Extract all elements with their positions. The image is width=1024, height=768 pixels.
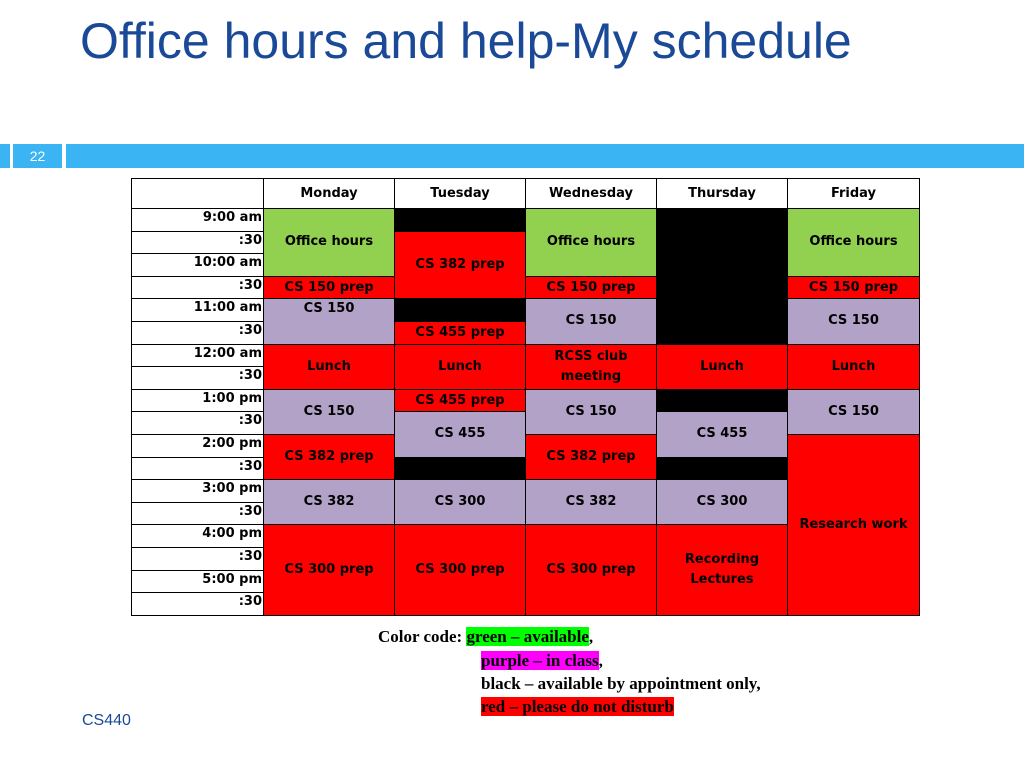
time-label: :30 bbox=[132, 502, 264, 525]
table-row bbox=[132, 389, 920, 412]
table-row bbox=[132, 344, 920, 367]
legend-red: red – please do not disturb bbox=[481, 697, 674, 716]
thursday-cs300-class: CS 300 bbox=[657, 480, 788, 525]
thursday-lunch: Lunch bbox=[657, 344, 788, 389]
legend-line-black bbox=[481, 674, 761, 694]
thursday-appointment-block bbox=[657, 457, 788, 480]
time-label: 12:00 am bbox=[132, 344, 264, 367]
time-label: :30 bbox=[132, 367, 264, 390]
day-header-tuesday: Tuesday bbox=[395, 179, 526, 209]
legend-line-green bbox=[378, 627, 593, 647]
friday-cs150-class: CS 150 bbox=[788, 389, 920, 434]
monday-cs300-prep: CS 300 prep bbox=[264, 525, 395, 615]
table-row bbox=[132, 299, 920, 322]
time-label: 2:00 pm bbox=[132, 434, 264, 457]
footer-course-label: CS440 bbox=[82, 712, 131, 729]
wednesday-office-hours: Office hours bbox=[526, 209, 657, 277]
thursday-appointment-block bbox=[657, 389, 788, 412]
monday-cs150-prep: CS 150 prep bbox=[264, 276, 395, 299]
thursday-cs455-class: CS 455 bbox=[657, 412, 788, 457]
tuesday-lunch: Lunch bbox=[395, 344, 526, 389]
time-label: 3:00 pm bbox=[132, 480, 264, 503]
time-label: 11:00 am bbox=[132, 299, 264, 322]
page-number: 22 bbox=[13, 144, 62, 168]
wednesday-cs382-class: CS 382 bbox=[526, 480, 657, 525]
day-header-monday: Monday bbox=[264, 179, 395, 209]
tuesday-cs455-class: CS 455 bbox=[395, 412, 526, 457]
time-label: :30 bbox=[132, 412, 264, 435]
table-row bbox=[132, 209, 920, 232]
corner-cell bbox=[132, 179, 264, 209]
time-label: :30 bbox=[132, 547, 264, 570]
day-header-thursday: Thursday bbox=[657, 179, 788, 209]
tuesday-appointment-block bbox=[395, 299, 526, 322]
friday-cs150-prep: CS 150 prep bbox=[788, 276, 920, 299]
tuesday-cs455-prep: CS 455 prep bbox=[395, 389, 526, 412]
header-row bbox=[132, 179, 920, 209]
tuesday-cs300-class: CS 300 bbox=[395, 480, 526, 525]
monday-cs382-class: CS 382 bbox=[264, 480, 395, 525]
day-header-wednesday: Wednesday bbox=[526, 179, 657, 209]
tuesday-cs382-prep: CS 382 prep bbox=[395, 231, 526, 299]
monday-cs150-class: CS 150 bbox=[264, 299, 395, 344]
tuesday-cs300-prep: CS 300 prep bbox=[395, 525, 526, 615]
wednesday-cs382-prep: CS 382 prep bbox=[526, 434, 657, 479]
accent-bar-right bbox=[66, 144, 1024, 168]
wednesday-cs300-prep: CS 300 prep bbox=[526, 525, 657, 615]
time-label: 10:00 am bbox=[132, 254, 264, 277]
legend-black: black – available by appointment only, bbox=[481, 674, 761, 693]
time-label: :30 bbox=[132, 321, 264, 344]
time-label: :30 bbox=[132, 231, 264, 254]
monday-office-hours: Office hours bbox=[264, 209, 395, 277]
legend-comma: , bbox=[598, 651, 603, 670]
accent-bar-left bbox=[0, 144, 10, 168]
time-label: :30 bbox=[132, 593, 264, 616]
monday-cs150-class: CS 150 bbox=[264, 389, 395, 434]
time-label: :30 bbox=[132, 457, 264, 480]
tuesday-cs455-prep: CS 455 prep bbox=[395, 321, 526, 344]
wednesday-cs150-class: CS 150 bbox=[526, 299, 657, 344]
thursday-appointment-block bbox=[657, 209, 788, 345]
time-label: 9:00 am bbox=[132, 209, 264, 232]
slide-title: Office hours and help-My schedule bbox=[80, 13, 852, 69]
table-row bbox=[132, 434, 920, 457]
monday-lunch: Lunch bbox=[264, 344, 395, 389]
table-row bbox=[132, 276, 920, 299]
thursday-recording-lectures: Recording Lectures bbox=[657, 525, 788, 615]
schedule-table bbox=[131, 178, 920, 616]
legend-comma: , bbox=[588, 627, 594, 646]
friday-office-hours: Office hours bbox=[788, 209, 920, 277]
tuesday-appointment-block bbox=[395, 457, 526, 480]
wednesday-rcss-club-meeting: RCSS club meeting bbox=[526, 344, 657, 389]
legend-line-purple bbox=[481, 651, 603, 671]
time-label: 1:00 pm bbox=[132, 389, 264, 412]
monday-cs382-prep: CS 382 prep bbox=[264, 434, 395, 479]
wednesday-cs150-prep: CS 150 prep bbox=[526, 276, 657, 299]
legend-line-red bbox=[481, 697, 674, 717]
wednesday-cs150-class: CS 150 bbox=[526, 389, 657, 434]
legend-purple: purple – in class bbox=[481, 651, 599, 670]
friday-lunch: Lunch bbox=[788, 344, 920, 389]
time-label: 5:00 pm bbox=[132, 570, 264, 593]
tuesday-appointment-block bbox=[395, 209, 526, 232]
friday-research-work: Research work bbox=[788, 434, 920, 615]
day-header-friday: Friday bbox=[788, 179, 920, 209]
legend-green: green – available bbox=[466, 627, 589, 646]
legend-label: Color code: bbox=[378, 627, 463, 646]
time-label: 4:00 pm bbox=[132, 525, 264, 548]
time-label: :30 bbox=[132, 276, 264, 299]
friday-cs150-class: CS 150 bbox=[788, 299, 920, 344]
